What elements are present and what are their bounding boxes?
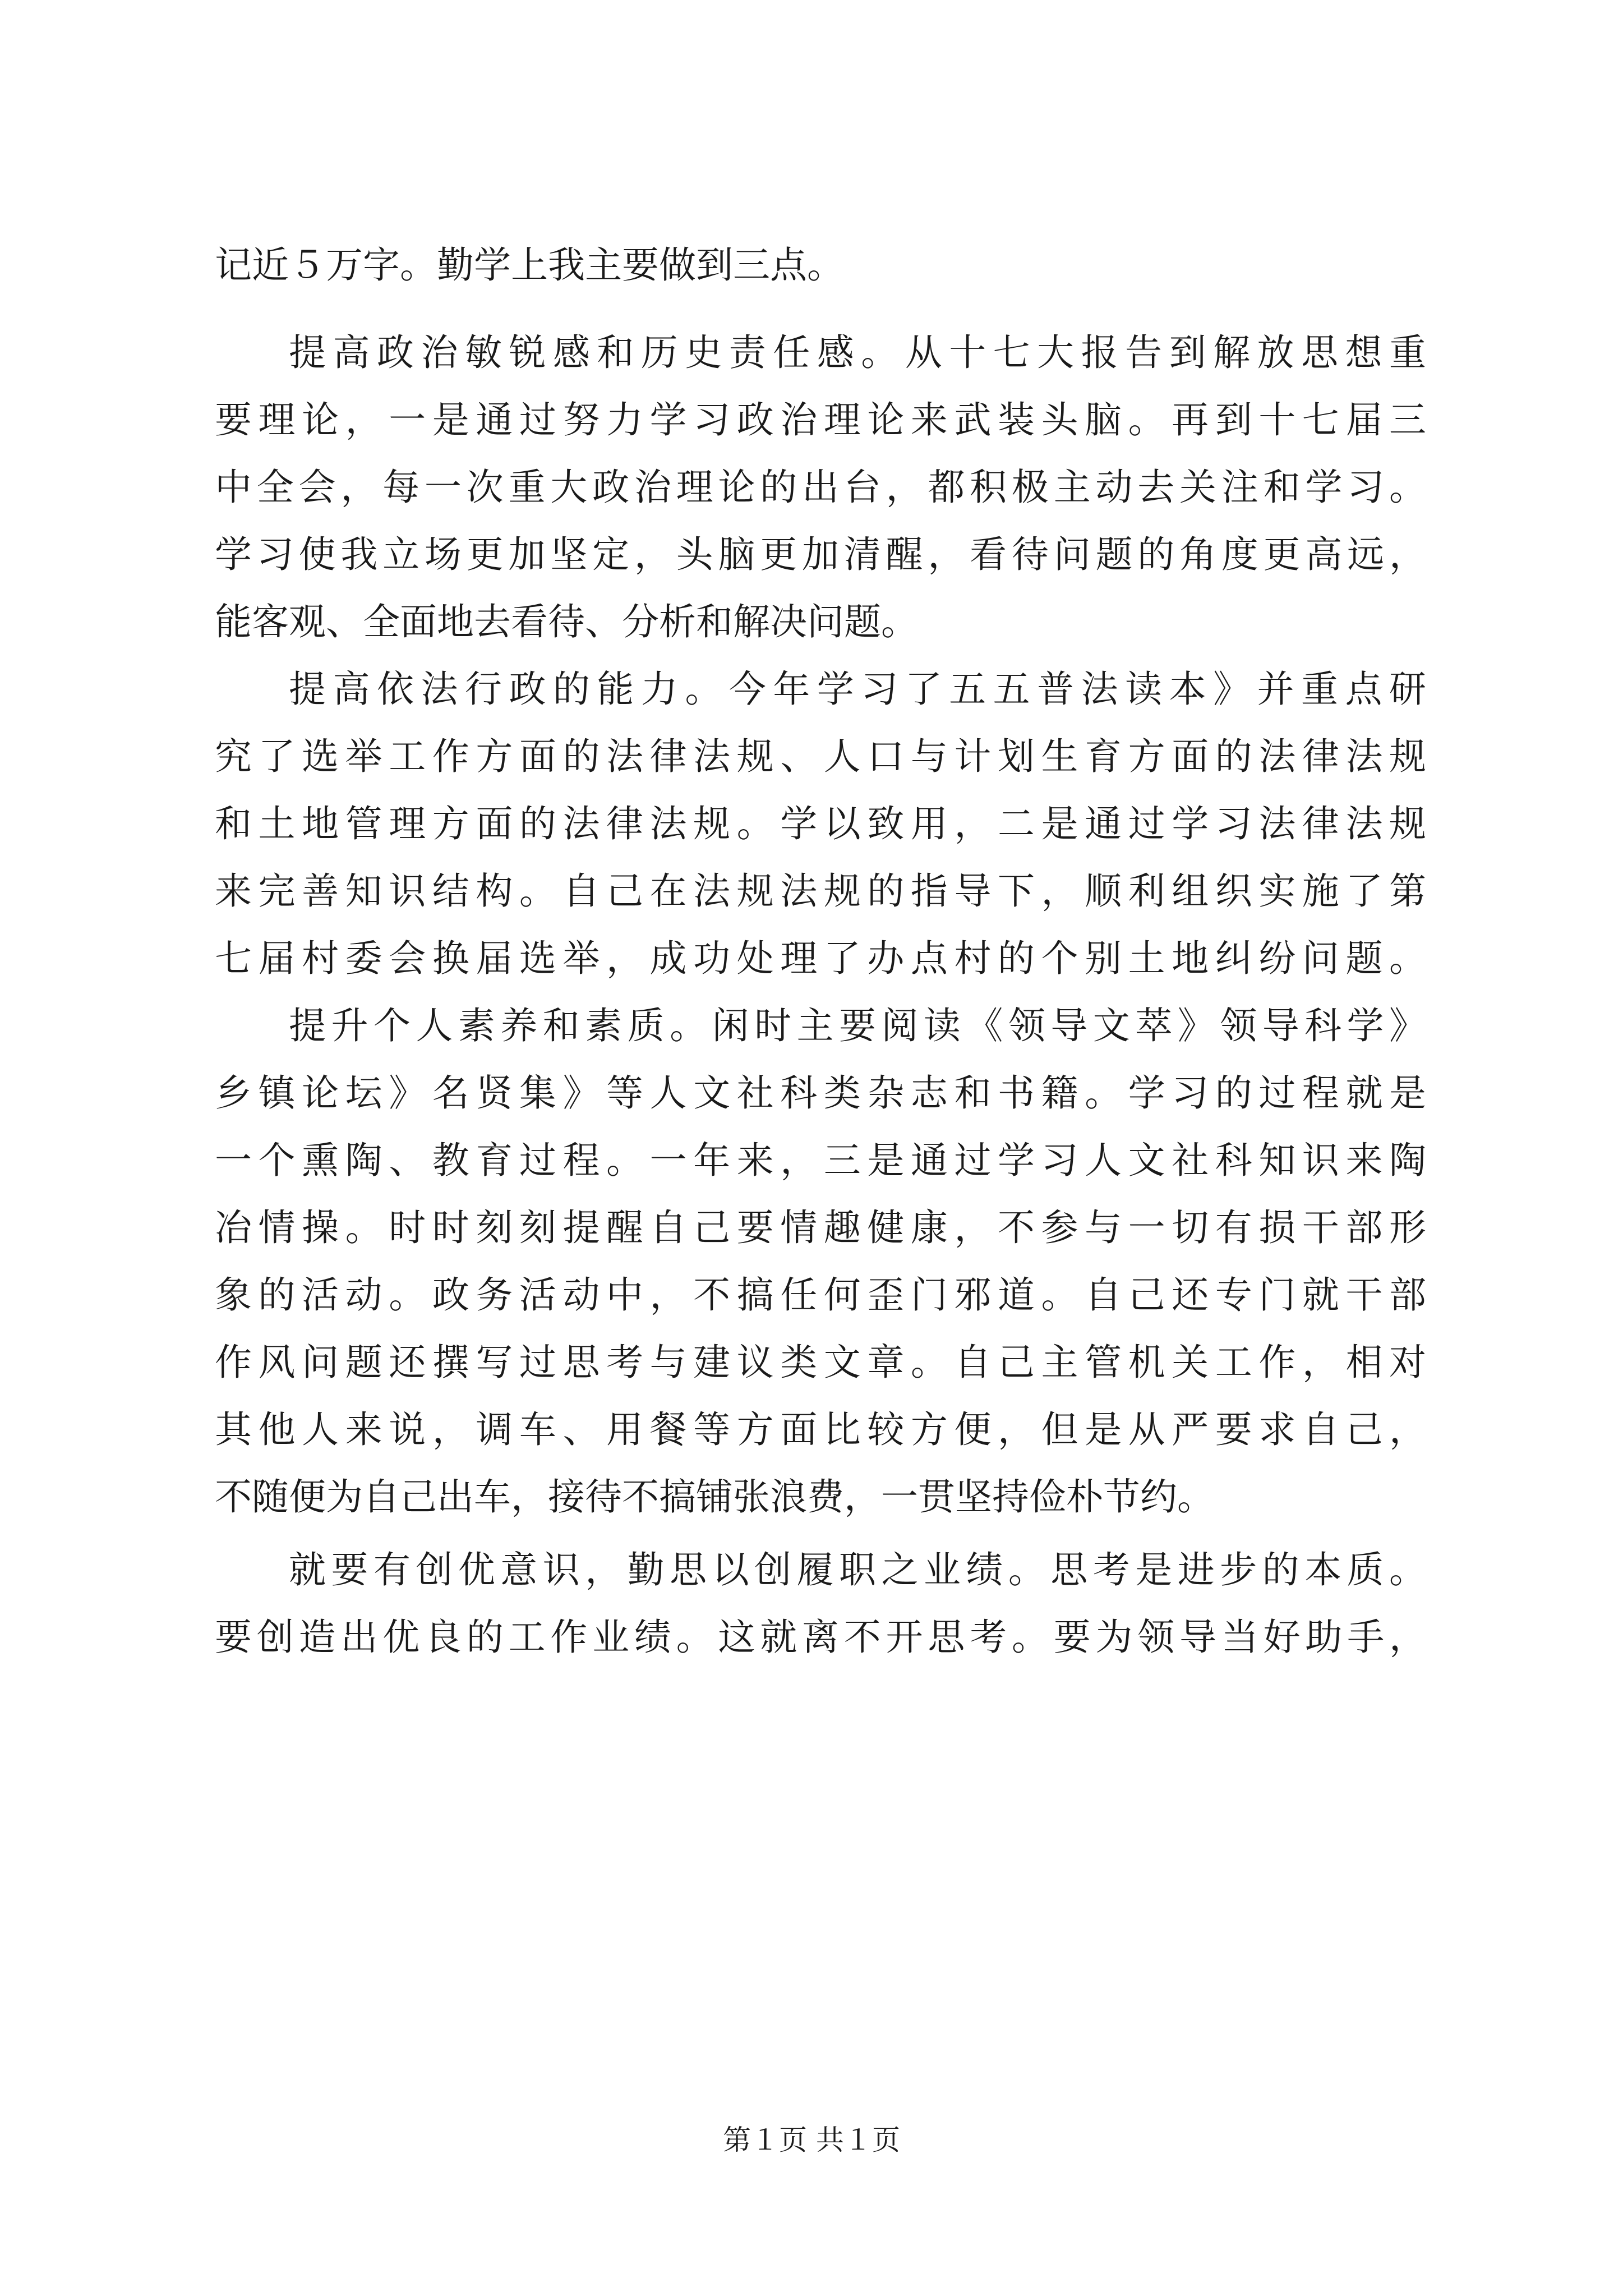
text-line: 要创造出优良的工作业绩。这就离不开思考。要为领导当好助手， (215, 1616, 1426, 1659)
text-line: 记近５万字。勤学上我主要做到三点。 (215, 243, 844, 287)
text-line: 象的活动。政务活动中，不搞任何歪门邪道。自己还专门就干部 (215, 1273, 1426, 1317)
text-line: 究了选举工作方面的法律法规、人口与计划生育方面的法律法规 (215, 735, 1426, 778)
text-line: 一个熏陶、教育过程。一年来，三是通过学习人文社科知识来陶 (215, 1139, 1426, 1182)
paragraph-first-line: 提高政治敏锐感和历史责任感。从十七大报告到解放思想重 (289, 331, 1426, 374)
text-line: 乡镇论坛》名贤集》等人文社科类杂志和书籍。学习的过程就是 (215, 1071, 1426, 1115)
text-line: 能客观、全面地去看待、分析和解决问题。 (215, 600, 918, 643)
page-number-footer: 第１页 共１页 (723, 2124, 900, 2156)
paragraph-first-line: 提升个人素养和素质。闲时主要阅读《领导文萃》领导科学》 (289, 1004, 1426, 1047)
text-line: 不随便为自己出车，接待不搞铺张浪费，一贯坚持俭朴节约。 (215, 1475, 1214, 1519)
text-line: 冶情操。时时刻刻提醒自己要情趣健康，不参与一切有损干部形 (215, 1206, 1426, 1249)
text-line: 七届村委会换届选举，成功处理了办点村的个别土地纠纷问题。 (215, 937, 1426, 980)
text-line: 要理论，一是通过努力学习政治理论来武装头脑。再到十七届三 (215, 398, 1426, 441)
paragraph-first-line: 提高依法行政的能力。今年学习了五五普法读本》并重点研 (289, 668, 1426, 711)
text-line: 中全会，每一次重大政治理论的出台，都积极主动去关注和学习。 (215, 466, 1426, 509)
text-line: 学习使我立场更加坚定，头脑更加清醒，看待问题的角度更高远， (215, 533, 1426, 576)
text-line: 其他人来说，调车、用餐等方面比较方便，但是从严要求自己， (215, 1408, 1426, 1451)
paragraph-first-line: 就要有创优意识，勤思以创履职之业绩。思考是进步的本质。 (289, 1548, 1426, 1591)
text-line: 作风问题还撰写过思考与建议类文章。自己主管机关工作，相对 (215, 1341, 1426, 1384)
text-line: 和土地管理方面的法律法规。学以致用，二是通过学习法律法规 (215, 802, 1426, 845)
text-line: 来完善知识结构。自己在法规法规的指导下，顺利组织实施了第 (215, 869, 1426, 913)
